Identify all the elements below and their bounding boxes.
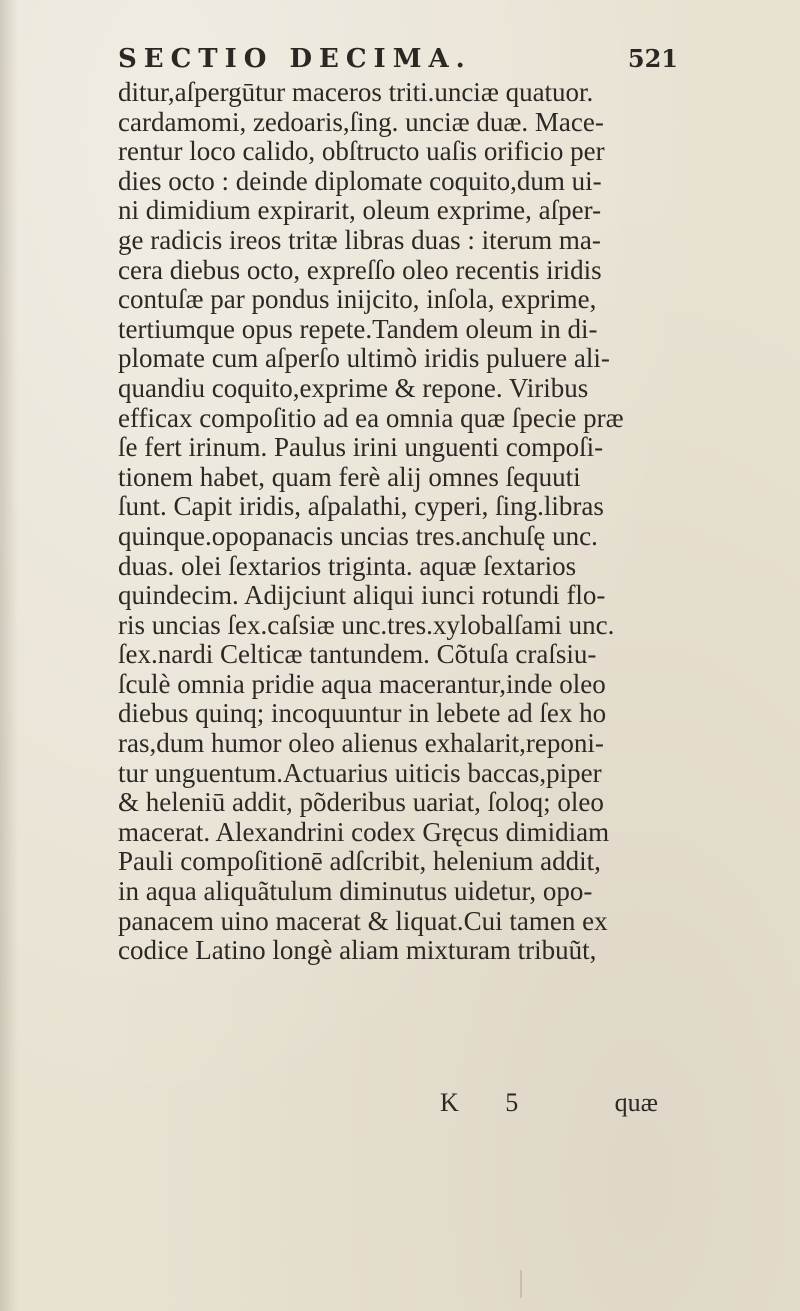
- body-text: [118, 78, 658, 966]
- text-line: cardamomi, zedoaris,ſing. unciæ duæ. Mace-: [118, 106, 604, 137]
- text-line: duas. olei ſextarios triginta. aquæ ſextarios: [118, 550, 577, 581]
- text-line: tionem habet, quam ferè alij omnes ſequuti: [118, 461, 581, 492]
- text-line: diebus quinq; incoquuntur in lebete ad ſex ho: [118, 698, 607, 729]
- text-line: ge radicis ireos tritæ libras duas : iterum ma-: [118, 224, 601, 255]
- text-line: plomate cum aſperſo ultimò iridis puluere ali-: [118, 343, 610, 374]
- section-title: SECTIO DECIMA.: [118, 44, 472, 74]
- text-line: quinque.opopanacis uncias tres.anchuſę unc.: [118, 520, 598, 551]
- page-footer: [118, 1088, 658, 1120]
- text-line: in aqua aliquãtulum diminutus uidetur, opo-: [118, 876, 593, 907]
- text-line: panacem uino macerat & liquat.Cui tamen ex: [118, 905, 608, 936]
- text-line: ſculè omnia pridie aqua macerantur,inde oleo: [118, 668, 606, 699]
- text-line: ſe fert irinum. Paulus irini unguenti compoſi-: [118, 432, 604, 463]
- text-line: contuſæ par pondus inijcito, inſola, exprime,: [118, 284, 597, 315]
- text-line: quindecim. Adijciunt aliqui iunci rotundi flo-: [118, 580, 606, 611]
- text-line: ris uncias ſex.caſsiæ unc.tres.xylobalſami unc.: [118, 609, 615, 640]
- text-line: dies octo : deinde diplomate coquito,dum ui-: [118, 165, 602, 196]
- catchword: quæ: [614, 1088, 658, 1117]
- text-line: ſex.nardi Celticæ tantundem. Cõtuſa craſsiu-: [118, 639, 597, 670]
- paper-mark: [520, 1270, 522, 1298]
- page-number: 521: [627, 44, 678, 73]
- gutter-shadow: [0, 0, 18, 1311]
- text-line: tur unguentum.Actuarius uiticis baccas,piper: [118, 757, 602, 788]
- text-line: & heleniū addit, põderibus uariat, ſoloq; oleo: [118, 787, 604, 818]
- text-line: efficax compoſitio ad ea omnia quæ ſpecie præ: [118, 402, 624, 433]
- text-line: Pauli compoſitionē adſcribit, helenium addit,: [118, 846, 601, 877]
- text-line: quandiu coquito,exprime & repone. Viribus: [118, 372, 589, 403]
- text-line: ras,dum humor oleo alienus exhalarit,reponi-: [118, 728, 604, 759]
- text-line: macerat. Alexandrini codex Gręcus dimidiam: [118, 816, 610, 847]
- text-line: ditur,aſpergūtur maceros triti.unciæ quatuor.: [118, 77, 594, 107]
- text-line: cera diebus octo, expreſſo oleo recentis iridis: [118, 254, 602, 285]
- text-line: ſunt. Capit iridis, aſpalathi, cyperi, ſing.libras: [118, 491, 604, 522]
- signature-mark: K 5: [440, 1088, 539, 1117]
- text-line: ni dimidium expirarit, oleum exprime, aſper-: [118, 195, 602, 226]
- text-line: rentur loco calido, obſtructo uaſis orificio per: [118, 136, 605, 167]
- text-line: codice Latino longè aliam mixturam tribuũt,: [118, 935, 597, 966]
- text-line: tertiumque opus repete.Tandem oleum in di-: [118, 313, 598, 344]
